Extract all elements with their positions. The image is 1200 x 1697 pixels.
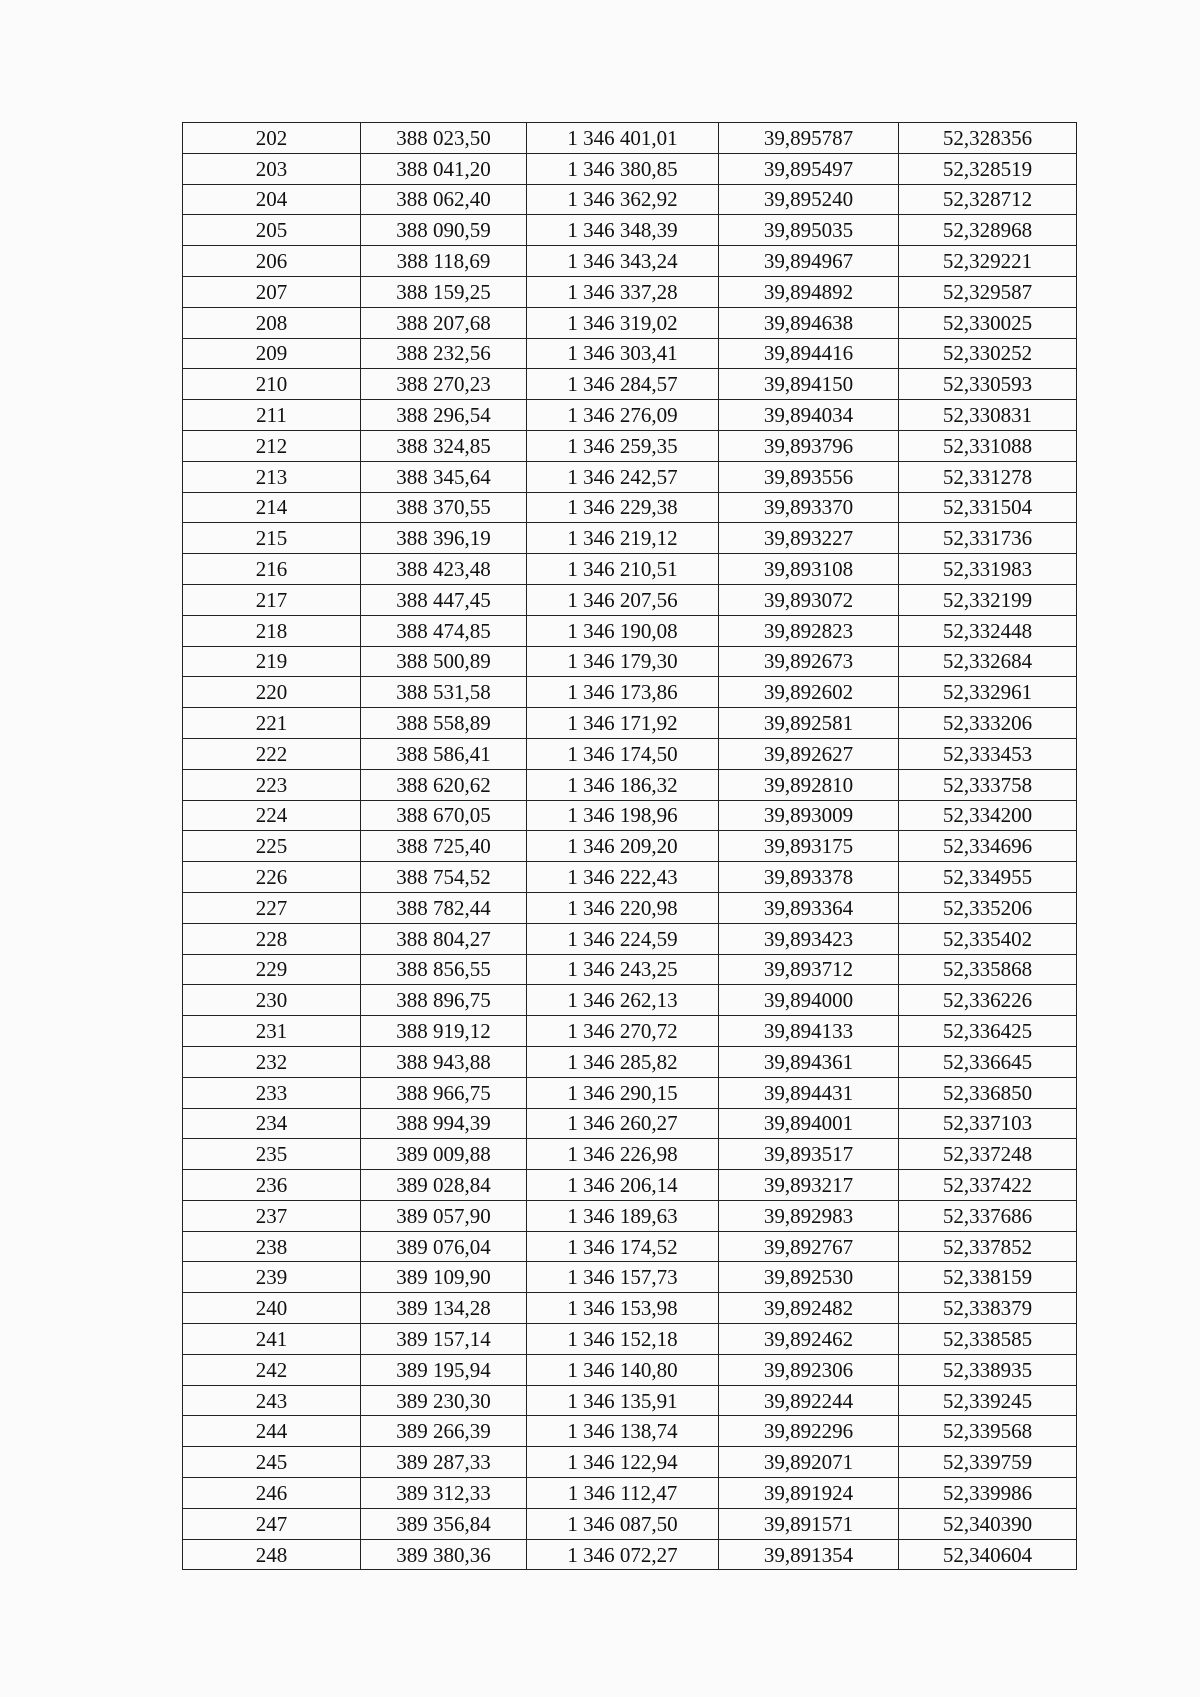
table-row	[183, 646, 1077, 677]
y-coordinate-cell: 1 346 157,73	[527, 1262, 719, 1293]
y-coordinate-cell: 1 346 140,80	[527, 1354, 719, 1385]
x-coordinate-cell: 388 474,85	[361, 615, 527, 646]
table-row	[183, 1447, 1077, 1478]
longitude-cell: 52,328968	[899, 215, 1077, 246]
table-row	[183, 554, 1077, 585]
x-coordinate-cell: 388 943,88	[361, 1046, 527, 1077]
x-coordinate-cell: 388 919,12	[361, 1016, 527, 1047]
y-coordinate-cell: 1 346 122,94	[527, 1447, 719, 1478]
point-number-cell: 207	[183, 276, 361, 307]
table-row	[183, 892, 1077, 923]
x-coordinate-cell: 388 270,23	[361, 369, 527, 400]
latitude-cell: 39,894967	[719, 246, 899, 277]
point-number-cell: 235	[183, 1139, 361, 1170]
table-row	[183, 1231, 1077, 1262]
table-row	[183, 1016, 1077, 1047]
y-coordinate-cell: 1 346 207,56	[527, 584, 719, 615]
table-row	[183, 1077, 1077, 1108]
point-number-cell: 236	[183, 1170, 361, 1201]
y-coordinate-cell: 1 346 210,51	[527, 554, 719, 585]
y-coordinate-cell: 1 346 135,91	[527, 1385, 719, 1416]
x-coordinate-cell: 388 041,20	[361, 153, 527, 184]
longitude-cell: 52,332448	[899, 615, 1077, 646]
x-coordinate-cell: 388 118,69	[361, 246, 527, 277]
y-coordinate-cell: 1 346 276,09	[527, 400, 719, 431]
longitude-cell: 52,336425	[899, 1016, 1077, 1047]
x-coordinate-cell: 388 725,40	[361, 831, 527, 862]
point-number-cell: 213	[183, 461, 361, 492]
y-coordinate-cell: 1 346 348,39	[527, 215, 719, 246]
table-row	[183, 923, 1077, 954]
point-number-cell: 208	[183, 307, 361, 338]
point-number-cell: 202	[183, 123, 361, 154]
y-coordinate-cell: 1 346 337,28	[527, 276, 719, 307]
table-row	[183, 1508, 1077, 1539]
longitude-cell: 52,331088	[899, 430, 1077, 461]
longitude-cell: 52,332961	[899, 677, 1077, 708]
x-coordinate-cell: 389 312,33	[361, 1478, 527, 1509]
longitude-cell: 52,329221	[899, 246, 1077, 277]
longitude-cell: 52,337852	[899, 1231, 1077, 1262]
table-row	[183, 1046, 1077, 1077]
latitude-cell: 39,892530	[719, 1262, 899, 1293]
longitude-cell: 52,337422	[899, 1170, 1077, 1201]
longitude-cell: 52,335402	[899, 923, 1077, 954]
point-number-cell: 209	[183, 338, 361, 369]
point-number-cell: 228	[183, 923, 361, 954]
x-coordinate-cell: 388 966,75	[361, 1077, 527, 1108]
longitude-cell: 52,335868	[899, 954, 1077, 985]
table-row	[183, 800, 1077, 831]
latitude-cell: 39,893712	[719, 954, 899, 985]
y-coordinate-cell: 1 346 190,08	[527, 615, 719, 646]
y-coordinate-cell: 1 346 171,92	[527, 708, 719, 739]
table-row	[183, 492, 1077, 523]
table-row	[183, 369, 1077, 400]
latitude-cell: 39,894638	[719, 307, 899, 338]
longitude-cell: 52,338159	[899, 1262, 1077, 1293]
x-coordinate-cell: 388 896,75	[361, 985, 527, 1016]
point-number-cell: 242	[183, 1354, 361, 1385]
longitude-cell: 52,339568	[899, 1416, 1077, 1447]
latitude-cell: 39,894416	[719, 338, 899, 369]
longitude-cell: 52,328356	[899, 123, 1077, 154]
longitude-cell: 52,340390	[899, 1508, 1077, 1539]
table-row	[183, 1539, 1077, 1570]
point-number-cell: 214	[183, 492, 361, 523]
y-coordinate-cell: 1 346 343,24	[527, 246, 719, 277]
point-number-cell: 244	[183, 1416, 361, 1447]
y-coordinate-cell: 1 346 224,59	[527, 923, 719, 954]
latitude-cell: 39,893108	[719, 554, 899, 585]
y-coordinate-cell: 1 346 290,15	[527, 1077, 719, 1108]
table-row	[183, 307, 1077, 338]
point-number-cell: 245	[183, 1447, 361, 1478]
latitude-cell: 39,894000	[719, 985, 899, 1016]
longitude-cell: 52,333206	[899, 708, 1077, 739]
x-coordinate-cell: 389 266,39	[361, 1416, 527, 1447]
x-coordinate-cell: 388 586,41	[361, 738, 527, 769]
point-number-cell: 204	[183, 184, 361, 215]
x-coordinate-cell: 388 423,48	[361, 554, 527, 585]
latitude-cell: 39,893378	[719, 862, 899, 893]
table-row	[183, 954, 1077, 985]
x-coordinate-cell: 388 782,44	[361, 892, 527, 923]
longitude-cell: 52,333758	[899, 769, 1077, 800]
latitude-cell: 39,891354	[719, 1539, 899, 1570]
longitude-cell: 52,335206	[899, 892, 1077, 923]
latitude-cell: 39,894361	[719, 1046, 899, 1077]
latitude-cell: 39,895035	[719, 215, 899, 246]
x-coordinate-cell: 389 009,88	[361, 1139, 527, 1170]
longitude-cell: 52,339245	[899, 1385, 1077, 1416]
y-coordinate-cell: 1 346 242,57	[527, 461, 719, 492]
table-row	[183, 1139, 1077, 1170]
y-coordinate-cell: 1 346 262,13	[527, 985, 719, 1016]
y-coordinate-cell: 1 346 186,32	[527, 769, 719, 800]
longitude-cell: 52,331983	[899, 554, 1077, 585]
latitude-cell: 39,892296	[719, 1416, 899, 1447]
x-coordinate-cell: 389 380,36	[361, 1539, 527, 1570]
point-number-cell: 217	[183, 584, 361, 615]
table-row	[183, 738, 1077, 769]
latitude-cell: 39,892823	[719, 615, 899, 646]
longitude-cell: 52,328712	[899, 184, 1077, 215]
longitude-cell: 52,337103	[899, 1108, 1077, 1139]
y-coordinate-cell: 1 346 152,18	[527, 1324, 719, 1355]
y-coordinate-cell: 1 346 138,74	[527, 1416, 719, 1447]
y-coordinate-cell: 1 346 284,57	[527, 369, 719, 400]
latitude-cell: 39,892306	[719, 1354, 899, 1385]
longitude-cell: 52,331736	[899, 523, 1077, 554]
latitude-cell: 39,892462	[719, 1324, 899, 1355]
latitude-cell: 39,893423	[719, 923, 899, 954]
x-coordinate-cell: 389 356,84	[361, 1508, 527, 1539]
latitude-cell: 39,892767	[719, 1231, 899, 1262]
x-coordinate-cell: 389 157,14	[361, 1324, 527, 1355]
latitude-cell: 39,892810	[719, 769, 899, 800]
point-number-cell: 231	[183, 1016, 361, 1047]
point-number-cell: 237	[183, 1200, 361, 1231]
x-coordinate-cell: 388 062,40	[361, 184, 527, 215]
y-coordinate-cell: 1 346 220,98	[527, 892, 719, 923]
longitude-cell: 52,336645	[899, 1046, 1077, 1077]
y-coordinate-cell: 1 346 229,38	[527, 492, 719, 523]
longitude-cell: 52,328519	[899, 153, 1077, 184]
x-coordinate-cell: 388 232,56	[361, 338, 527, 369]
longitude-cell: 52,331504	[899, 492, 1077, 523]
y-coordinate-cell: 1 346 259,35	[527, 430, 719, 461]
x-coordinate-cell: 388 804,27	[361, 923, 527, 954]
y-coordinate-cell: 1 346 243,25	[527, 954, 719, 985]
point-number-cell: 218	[183, 615, 361, 646]
latitude-cell: 39,893217	[719, 1170, 899, 1201]
y-coordinate-cell: 1 346 319,02	[527, 307, 719, 338]
y-coordinate-cell: 1 346 270,72	[527, 1016, 719, 1047]
point-number-cell: 223	[183, 769, 361, 800]
table-row	[183, 1108, 1077, 1139]
point-number-cell: 238	[183, 1231, 361, 1262]
point-number-cell: 248	[183, 1539, 361, 1570]
longitude-cell: 52,339759	[899, 1447, 1077, 1478]
y-coordinate-cell: 1 346 285,82	[527, 1046, 719, 1077]
point-number-cell: 220	[183, 677, 361, 708]
y-coordinate-cell: 1 346 206,14	[527, 1170, 719, 1201]
latitude-cell: 39,893556	[719, 461, 899, 492]
longitude-cell: 52,334200	[899, 800, 1077, 831]
table-row	[183, 338, 1077, 369]
table-row	[183, 615, 1077, 646]
latitude-cell: 39,893072	[719, 584, 899, 615]
y-coordinate-cell: 1 346 219,12	[527, 523, 719, 554]
y-coordinate-cell: 1 346 362,92	[527, 184, 719, 215]
longitude-cell: 52,337686	[899, 1200, 1077, 1231]
latitude-cell: 39,891571	[719, 1508, 899, 1539]
longitude-cell: 52,333453	[899, 738, 1077, 769]
x-coordinate-cell: 388 207,68	[361, 307, 527, 338]
longitude-cell: 52,331278	[899, 461, 1077, 492]
x-coordinate-cell: 388 296,54	[361, 400, 527, 431]
table-row	[183, 523, 1077, 554]
point-number-cell: 205	[183, 215, 361, 246]
point-number-cell: 234	[183, 1108, 361, 1139]
y-coordinate-cell: 1 346 179,30	[527, 646, 719, 677]
latitude-cell: 39,892673	[719, 646, 899, 677]
longitude-cell: 52,340604	[899, 1539, 1077, 1570]
point-number-cell: 225	[183, 831, 361, 862]
latitude-cell: 39,894892	[719, 276, 899, 307]
x-coordinate-cell: 389 134,28	[361, 1293, 527, 1324]
longitude-cell: 52,332684	[899, 646, 1077, 677]
point-number-cell: 212	[183, 430, 361, 461]
table-row	[183, 246, 1077, 277]
latitude-cell: 39,891924	[719, 1478, 899, 1509]
x-coordinate-cell: 388 500,89	[361, 646, 527, 677]
x-coordinate-cell: 388 670,05	[361, 800, 527, 831]
table-row	[183, 1416, 1077, 1447]
latitude-cell: 39,893175	[719, 831, 899, 862]
point-number-cell: 226	[183, 862, 361, 893]
table-row	[183, 1262, 1077, 1293]
latitude-cell: 39,895497	[719, 153, 899, 184]
longitude-cell: 52,330252	[899, 338, 1077, 369]
y-coordinate-cell: 1 346 072,27	[527, 1539, 719, 1570]
y-coordinate-cell: 1 346 112,47	[527, 1478, 719, 1509]
latitude-cell: 39,893009	[719, 800, 899, 831]
table-row	[183, 862, 1077, 893]
point-number-cell: 216	[183, 554, 361, 585]
table-row	[183, 1478, 1077, 1509]
y-coordinate-cell: 1 346 153,98	[527, 1293, 719, 1324]
table-row	[183, 430, 1077, 461]
x-coordinate-cell: 389 230,30	[361, 1385, 527, 1416]
latitude-cell: 39,892581	[719, 708, 899, 739]
y-coordinate-cell: 1 346 189,63	[527, 1200, 719, 1231]
y-coordinate-cell: 1 346 303,41	[527, 338, 719, 369]
table-row	[183, 985, 1077, 1016]
y-coordinate-cell: 1 346 174,52	[527, 1231, 719, 1262]
table-row	[183, 1200, 1077, 1231]
table-row	[183, 1170, 1077, 1201]
longitude-cell: 52,338935	[899, 1354, 1077, 1385]
latitude-cell: 39,893796	[719, 430, 899, 461]
point-number-cell: 232	[183, 1046, 361, 1077]
longitude-cell: 52,330025	[899, 307, 1077, 338]
point-number-cell: 241	[183, 1324, 361, 1355]
y-coordinate-cell: 1 346 401,01	[527, 123, 719, 154]
latitude-cell: 39,893364	[719, 892, 899, 923]
latitude-cell: 39,893517	[719, 1139, 899, 1170]
point-number-cell: 203	[183, 153, 361, 184]
longitude-cell: 52,330831	[899, 400, 1077, 431]
latitude-cell: 39,893227	[719, 523, 899, 554]
x-coordinate-cell: 388 447,45	[361, 584, 527, 615]
table-row	[183, 400, 1077, 431]
coordinates-table-body	[183, 123, 1077, 1570]
x-coordinate-cell: 389 057,90	[361, 1200, 527, 1231]
point-number-cell: 215	[183, 523, 361, 554]
longitude-cell: 52,336226	[899, 985, 1077, 1016]
point-number-cell: 240	[183, 1293, 361, 1324]
x-coordinate-cell: 389 076,04	[361, 1231, 527, 1262]
x-coordinate-cell: 388 090,59	[361, 215, 527, 246]
point-number-cell: 233	[183, 1077, 361, 1108]
table-row	[183, 461, 1077, 492]
latitude-cell: 39,894133	[719, 1016, 899, 1047]
point-number-cell: 246	[183, 1478, 361, 1509]
y-coordinate-cell: 1 346 087,50	[527, 1508, 719, 1539]
table-row	[183, 1385, 1077, 1416]
y-coordinate-cell: 1 346 226,98	[527, 1139, 719, 1170]
x-coordinate-cell: 388 531,58	[361, 677, 527, 708]
point-number-cell: 247	[183, 1508, 361, 1539]
point-number-cell: 219	[183, 646, 361, 677]
table-row	[183, 584, 1077, 615]
y-coordinate-cell: 1 346 209,20	[527, 831, 719, 862]
latitude-cell: 39,894431	[719, 1077, 899, 1108]
latitude-cell: 39,892627	[719, 738, 899, 769]
x-coordinate-cell: 389 109,90	[361, 1262, 527, 1293]
point-number-cell: 243	[183, 1385, 361, 1416]
x-coordinate-cell: 388 620,62	[361, 769, 527, 800]
x-coordinate-cell: 388 345,64	[361, 461, 527, 492]
point-number-cell: 206	[183, 246, 361, 277]
point-number-cell: 221	[183, 708, 361, 739]
y-coordinate-cell: 1 346 380,85	[527, 153, 719, 184]
point-number-cell: 239	[183, 1262, 361, 1293]
x-coordinate-cell: 389 028,84	[361, 1170, 527, 1201]
table-row	[183, 831, 1077, 862]
x-coordinate-cell: 388 396,19	[361, 523, 527, 554]
x-coordinate-cell: 388 856,55	[361, 954, 527, 985]
y-coordinate-cell: 1 346 222,43	[527, 862, 719, 893]
longitude-cell: 52,339986	[899, 1478, 1077, 1509]
longitude-cell: 52,329587	[899, 276, 1077, 307]
table-row	[183, 677, 1077, 708]
table-row	[183, 215, 1077, 246]
coordinates-table	[182, 122, 1077, 1570]
table-row	[183, 184, 1077, 215]
table-row	[183, 769, 1077, 800]
latitude-cell: 39,892602	[719, 677, 899, 708]
y-coordinate-cell: 1 346 260,27	[527, 1108, 719, 1139]
longitude-cell: 52,336850	[899, 1077, 1077, 1108]
x-coordinate-cell: 389 195,94	[361, 1354, 527, 1385]
latitude-cell: 39,892244	[719, 1385, 899, 1416]
longitude-cell: 52,338379	[899, 1293, 1077, 1324]
latitude-cell: 39,893370	[719, 492, 899, 523]
point-number-cell: 230	[183, 985, 361, 1016]
table-row	[183, 1354, 1077, 1385]
point-number-cell: 227	[183, 892, 361, 923]
x-coordinate-cell: 388 558,89	[361, 708, 527, 739]
y-coordinate-cell: 1 346 174,50	[527, 738, 719, 769]
point-number-cell: 229	[183, 954, 361, 985]
table-row	[183, 1324, 1077, 1355]
latitude-cell: 39,892983	[719, 1200, 899, 1231]
point-number-cell: 224	[183, 800, 361, 831]
table-row	[183, 708, 1077, 739]
longitude-cell: 52,338585	[899, 1324, 1077, 1355]
latitude-cell: 39,894001	[719, 1108, 899, 1139]
x-coordinate-cell: 389 287,33	[361, 1447, 527, 1478]
point-number-cell: 210	[183, 369, 361, 400]
longitude-cell: 52,330593	[899, 369, 1077, 400]
longitude-cell: 52,334696	[899, 831, 1077, 862]
latitude-cell: 39,892482	[719, 1293, 899, 1324]
y-coordinate-cell: 1 346 173,86	[527, 677, 719, 708]
longitude-cell: 52,332199	[899, 584, 1077, 615]
latitude-cell: 39,894150	[719, 369, 899, 400]
point-number-cell: 222	[183, 738, 361, 769]
longitude-cell: 52,337248	[899, 1139, 1077, 1170]
table-row	[183, 1293, 1077, 1324]
x-coordinate-cell: 388 754,52	[361, 862, 527, 893]
x-coordinate-cell: 388 023,50	[361, 123, 527, 154]
latitude-cell: 39,892071	[719, 1447, 899, 1478]
table-row	[183, 123, 1077, 154]
point-number-cell: 211	[183, 400, 361, 431]
latitude-cell: 39,895787	[719, 123, 899, 154]
latitude-cell: 39,895240	[719, 184, 899, 215]
x-coordinate-cell: 388 324,85	[361, 430, 527, 461]
y-coordinate-cell: 1 346 198,96	[527, 800, 719, 831]
latitude-cell: 39,894034	[719, 400, 899, 431]
longitude-cell: 52,334955	[899, 862, 1077, 893]
table-row	[183, 276, 1077, 307]
table-row	[183, 153, 1077, 184]
x-coordinate-cell: 388 159,25	[361, 276, 527, 307]
x-coordinate-cell: 388 370,55	[361, 492, 527, 523]
x-coordinate-cell: 388 994,39	[361, 1108, 527, 1139]
